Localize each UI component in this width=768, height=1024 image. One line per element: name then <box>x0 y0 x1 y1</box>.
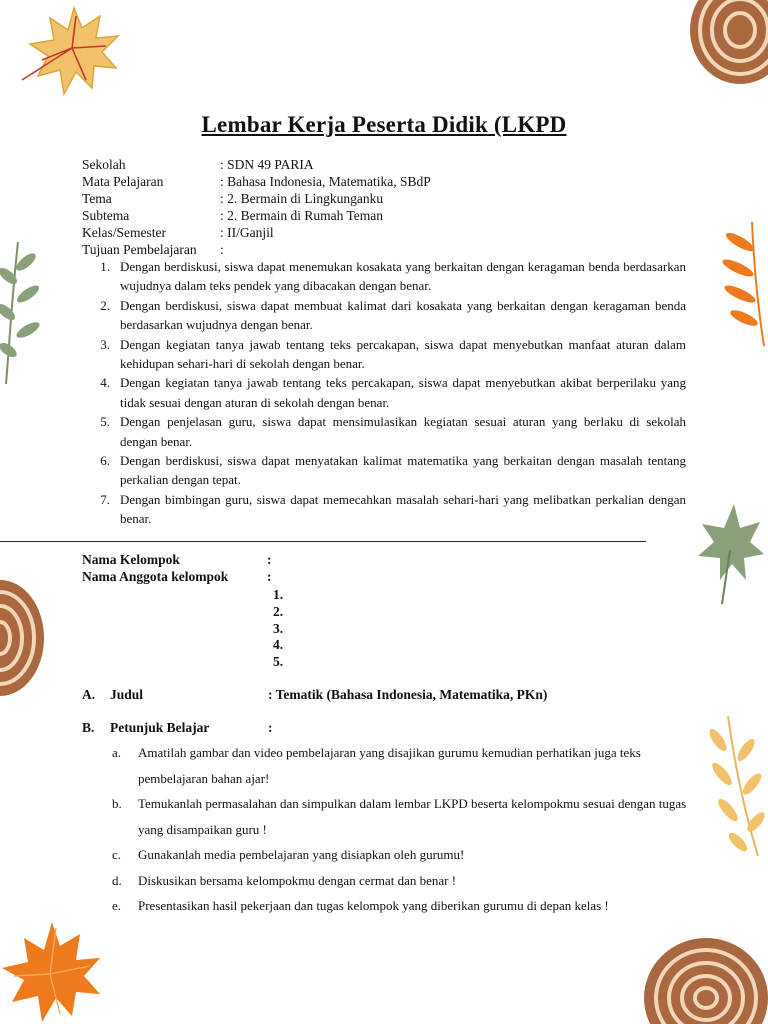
green-leaf-right-icon <box>694 500 766 608</box>
instruction-list <box>112 740 690 919</box>
learning-goals-list <box>82 257 686 529</box>
wood-slice-bottom-right-icon <box>640 932 768 1024</box>
info-label: Tema <box>82 191 112 206</box>
info-label: Sekolah <box>82 157 126 172</box>
list-letter: b. <box>112 796 122 811</box>
info-block <box>82 156 431 258</box>
wood-slice-left-icon <box>0 576 48 700</box>
list-text: Dengan bimbingan guru, siswa dapat memecahkan masalah sehari-hari yang melibatkan perkalian dengan benar. <box>120 491 686 527</box>
info-row-tujuan <box>82 241 431 258</box>
group-label: Nama Anggota kelompok <box>82 569 229 584</box>
info-value: : Bahasa Indonesia, Matematika, SBdP <box>220 174 431 189</box>
list-item <box>82 335 686 374</box>
list-text: Temukanlah permasalahan dan simpulkan dalam lembar LKPD beserta kelompokmu sesuai dengan tugas yang disampaikan guru ! <box>138 796 687 837</box>
list-item <box>82 412 686 451</box>
list-text: Dengan berdiskusi, siswa dapat membuat kalimat dari kosakata yang berkaitan dengan keragaman benda berdasarkan wujudnya dengan benar. <box>120 297 686 333</box>
list-letter: e. <box>112 898 122 913</box>
section-letter: B. <box>82 720 95 735</box>
info-label: Tujuan Pembelajaran <box>82 242 197 257</box>
list-text: Dengan berdiskusi, siswa dapat menyatakan kalimat matematika yang berkaitan dengan masalah tentang perkalian dengan tepat. <box>120 453 686 488</box>
section-letter: A. <box>82 687 96 702</box>
member-number: 4. <box>273 637 284 653</box>
maple-leaf-yellow-icon <box>14 2 126 104</box>
info-value: : <box>220 242 224 257</box>
list-text: Dengan kegiatan tanya jawab tentang teks percakapan, siswa dapat menyebutkan akibat berperilaku yang tidak sesuai dengan aturan di sekolah dengan benar. <box>120 375 686 410</box>
section-label: Judul <box>110 687 144 702</box>
list-item <box>112 868 690 894</box>
list-text: Diskusikan bersama kelompokmu dengan cermat dan benar ! <box>138 872 457 888</box>
list-text: Dengan penjelasan guru, siswa dapat mensimulasikan kegiatan sesuai aturan yang berlaku di sekolah dengan benar. <box>120 414 686 449</box>
member-number: 2. <box>273 603 284 619</box>
list-number: 6. <box>100 453 110 469</box>
info-label: Kelas/Semester <box>82 225 166 240</box>
list-item <box>82 490 686 529</box>
list-item <box>82 257 686 296</box>
info-row-subtema <box>82 207 431 224</box>
member-number: 1. <box>273 587 284 602</box>
list-number: 5. <box>100 414 110 430</box>
info-row-sekolah <box>82 156 431 173</box>
section-petunjuk <box>82 720 273 736</box>
list-item <box>112 893 690 919</box>
list-text: Dengan kegiatan tanya jawab tentang teks percakapan, siswa dapat menyebutkan manfaat aturan dalam kehidupan sehari-hari di sekolah dengan benar. <box>120 336 686 372</box>
section-value: : Tematik (Bahasa Indonesia, Matematika, PKn) <box>268 687 548 702</box>
list-number: 1. <box>100 259 110 274</box>
list-number: 2. <box>100 297 110 313</box>
info-value: : 2. Bermain di Lingkunganku <box>220 191 384 206</box>
section-value: : <box>268 720 273 735</box>
info-label: Mata Pelajaran <box>82 174 164 189</box>
list-text: Amatilah gambar dan video pembelajaran yang disajikan gurumu kemudian perhatikan juga teks pembelajaran bahan ajar! <box>138 745 641 786</box>
list-item <box>82 296 686 335</box>
group-members-row <box>82 568 272 585</box>
info-value: : 2. Bermain di Rumah Teman <box>220 208 384 223</box>
list-number: 4. <box>100 375 110 391</box>
list-item <box>82 451 686 490</box>
member-number: 3. <box>273 620 284 636</box>
sage-branch-left-icon <box>0 236 46 386</box>
list-number: 7. <box>100 491 110 507</box>
info-row-kelas-semester <box>82 224 431 241</box>
group-value: : <box>267 569 272 584</box>
wood-slice-top-right-icon <box>688 0 768 90</box>
orange-branch-right-icon <box>718 218 768 348</box>
member-list <box>273 587 283 671</box>
list-letter: d. <box>112 872 122 888</box>
list-text: Gunakanlah media pembelajaran yang disiapkan oleh gurumu! <box>138 847 465 862</box>
section-divider <box>0 541 646 542</box>
maple-leaf-orange-icon <box>0 918 108 1024</box>
info-row-tema <box>82 190 431 207</box>
yellow-branch-right-icon <box>704 710 766 860</box>
list-text: Presentasikan hasil pekerjaan dan tugas kelompok yang diberikan gurumu di depan kelas ! <box>138 898 609 913</box>
group-name-row <box>82 551 272 568</box>
section-judul <box>82 687 547 703</box>
member-number: 5. <box>273 654 284 670</box>
list-number: 3. <box>100 336 110 352</box>
list-item <box>112 842 690 868</box>
list-letter: c. <box>112 847 122 862</box>
group-info <box>82 551 272 585</box>
info-value: : SDN 49 PARIA <box>220 157 314 172</box>
list-item <box>112 791 690 842</box>
group-label: Nama Kelompok <box>82 552 180 567</box>
info-value: : II/Ganjil <box>220 225 274 240</box>
list-text: Dengan berdiskusi, siswa dapat menemukan kosakata yang berkaitan dengan keragaman benda berdasarkan wujudnya dalam teks pendek yang dibacakan dengan benar. <box>120 259 686 294</box>
list-item <box>82 373 686 412</box>
list-letter: a. <box>112 745 122 760</box>
info-label: Subtema <box>82 208 130 223</box>
page-title: Lembar Kerja Peserta Didik (LKPD <box>201 112 567 137</box>
group-value: : <box>267 552 272 567</box>
list-item <box>112 740 690 791</box>
info-row-mata-pelajaran <box>82 173 431 190</box>
section-label: Petunjuk Belajar <box>110 720 210 735</box>
